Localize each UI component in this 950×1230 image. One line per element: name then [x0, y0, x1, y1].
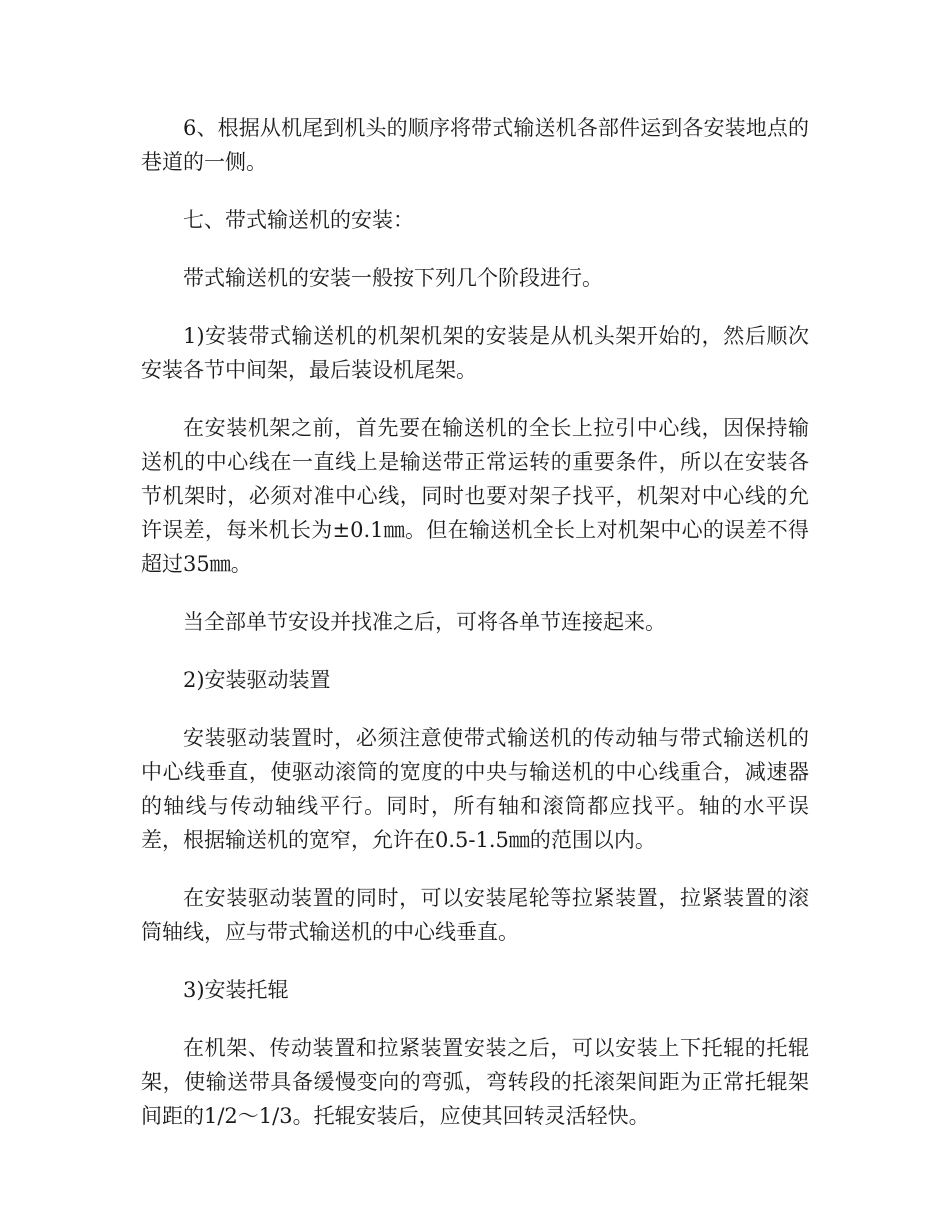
paragraph-gap [141, 949, 809, 973]
paragraph-gap [141, 857, 809, 881]
paragraph-gap [141, 581, 809, 605]
paragraph-gap [141, 1007, 809, 1031]
section-heading-installation: 七、带式输送机的安装： [183, 208, 414, 232]
paragraph-item-6: 6、根据从机尾到机头的顺序将带式输送机各部件运到各安装地点的巷道的一侧。 [141, 116, 809, 174]
paragraph-idler-install: 在机架、传动装置和拉紧装置安装之后，可以安装上下托辊的托辊架，使输送带具备缓慢变向的弯弧，弯转段的托滚架间距为正常托辊架间距的1/2～1/3。托辊安装后，应使其回转灵活轻快。 [141, 1036, 809, 1128]
paragraph-gap [141, 237, 809, 261]
paragraph-gap [141, 697, 809, 721]
paragraph-gap [141, 179, 809, 203]
paragraph-stages-intro: 带式输送机的安装一般按下列几个阶段进行。 [183, 266, 603, 290]
paragraph-connect-sections: 当全部单节安设并找准之后，可将各单节连接起来。 [183, 610, 666, 634]
paragraph-gap [141, 295, 809, 319]
paragraph-step-1-frame: 1)安装带式输送机的机架机架的安装是从机头架开始的，然后顺次安装各节中间架，最后装设机尾架。 [141, 324, 809, 382]
paragraph-drive-install: 安装驱动装置时，必须注意使带式输送机的传动轴与带式输送机的中心线垂直，使驱动滚筒的宽度的中央与输送机的中心线重合，减速器的轴线与传动轴线平行。同时，所有轴和滚筒都应找平。轴的水平误差，根据输送机的宽窄，允许在0.5-1.5㎜的范围以内。 [141, 726, 809, 852]
step-heading-drive: 2)安装驱动装置 [183, 668, 331, 692]
step-heading-idlers: 3)安装托辊 [183, 978, 289, 1002]
paragraph-centerline: 在安装机架之前，首先要在输送机的全长上拉引中心线，因保持输送机的中心线在一直线上是输送带正常运转的重要条件，所以在安装各节机架时，必须对准中心线，同时也要对架子找平，机架对中心线的允许误差，每米机长为±0.1㎜。但在输送机全长上对机架中心的误差不得超过35㎜。 [141, 416, 809, 576]
paragraph-gap [141, 387, 809, 411]
paragraph-gap [141, 639, 809, 663]
document-page [141, 111, 809, 1133]
paragraph-tension-device: 在安装驱动装置的同时，可以安装尾轮等拉紧装置，拉紧装置的滚筒轴线，应与带式输送机的中心线垂直。 [141, 886, 809, 944]
